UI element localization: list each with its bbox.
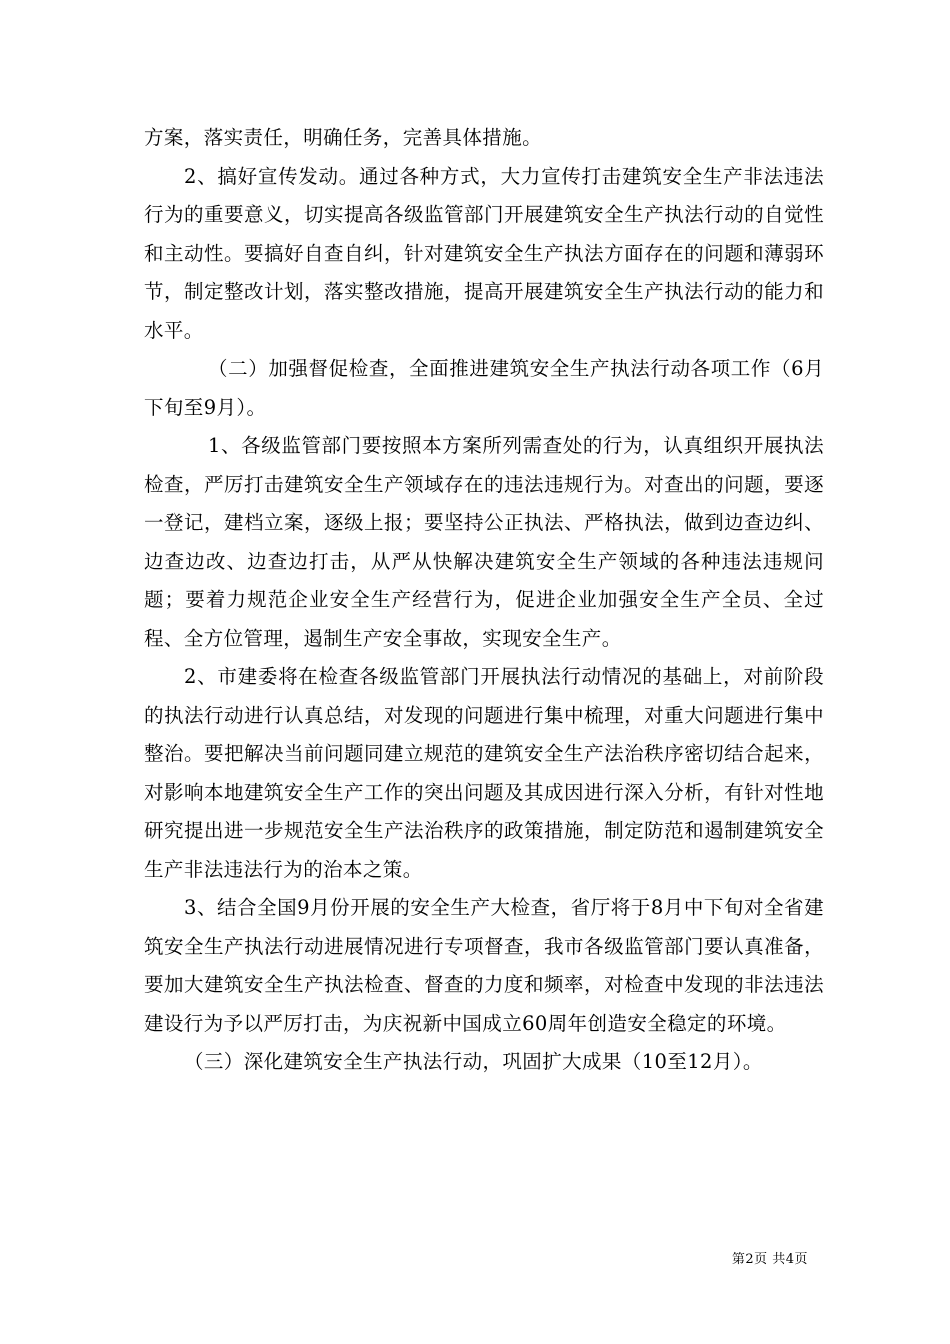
section-heading-2: （二）加强督促检查，全面推进建筑安全生产执法行动各项工作（6月下旬至9月）。 (144, 357, 824, 419)
paragraph-summary: 2、市建委将在检查各级监管部门开展执法行动情况的基础上，对前阶段的执法行动进行认真总结，对发现的问题进行集中梳理，对重大问题进行集中整治。要把解决当前问题同建立规范的建筑安全生产法治秩序密切结合起来，对影响本地建筑安全生产工作的突出问题及其成因进行深入分析，有针对性地研究提出进一步规范安全生产法治秩序的政策措施，制定防范和遏制建筑安全生产非法违法行为的治本之策。 (144, 665, 824, 881)
paragraph-publicity: 2、搞好宣传发动。通过各种方式，大力宣传打击建筑安全生产非法违法行为的重要意义，切实提高各级监管部门开展建筑安全生产执法行动的自觉性和主动性。要搞好自查自纠，针对建筑安全生产执法方面存在的问题和薄弱环节，制定整改计划，落实整改措施，提高开展建筑安全生产执法行动的能力和水平。 (144, 164, 824, 342)
document-body (144, 119, 824, 1082)
section-heading-3: （三）深化建筑安全生产执法行动，巩固扩大成果（10至12月）。 (184, 1050, 763, 1073)
paragraph-inspection: 1、各级监管部门要按照本方案所列需查处的行为，认真组织开展执法检查，严厉打击建筑安全生产领域存在的违法违规行为。对查出的问题，要逐一登记，建档立案，逐级上报；要坚持公正执法、严格执法，做到边查边纠、边查边改、边查边打击，从严从快解决建筑安全生产领域的各种违法违规问题；要着力规范企业安全生产经营行为，促进企业加强安全生产全员、全过程、全方位管理，遏制生产安全事故，实现安全生产。 (144, 434, 824, 650)
page-number: 第2页 共4页 (731, 1252, 808, 1267)
paragraph-supervision: 3、结合全国9月份开展的安全生产大检查，省厅将于8月中下旬对全省建筑安全生产执法行动进展情况进行专项督查，我市各级监管部门要认真准备，要加大建筑安全生产执法检查、督查的力度和频率，对检查中发现的非法违法建设行为予以严厉打击，为庆祝新中国成立60周年创造安全稳定的环境。 (144, 896, 824, 1035)
paragraph-continuation: 方案，落实责任，明确任务，完善具体措施。 (144, 126, 543, 149)
